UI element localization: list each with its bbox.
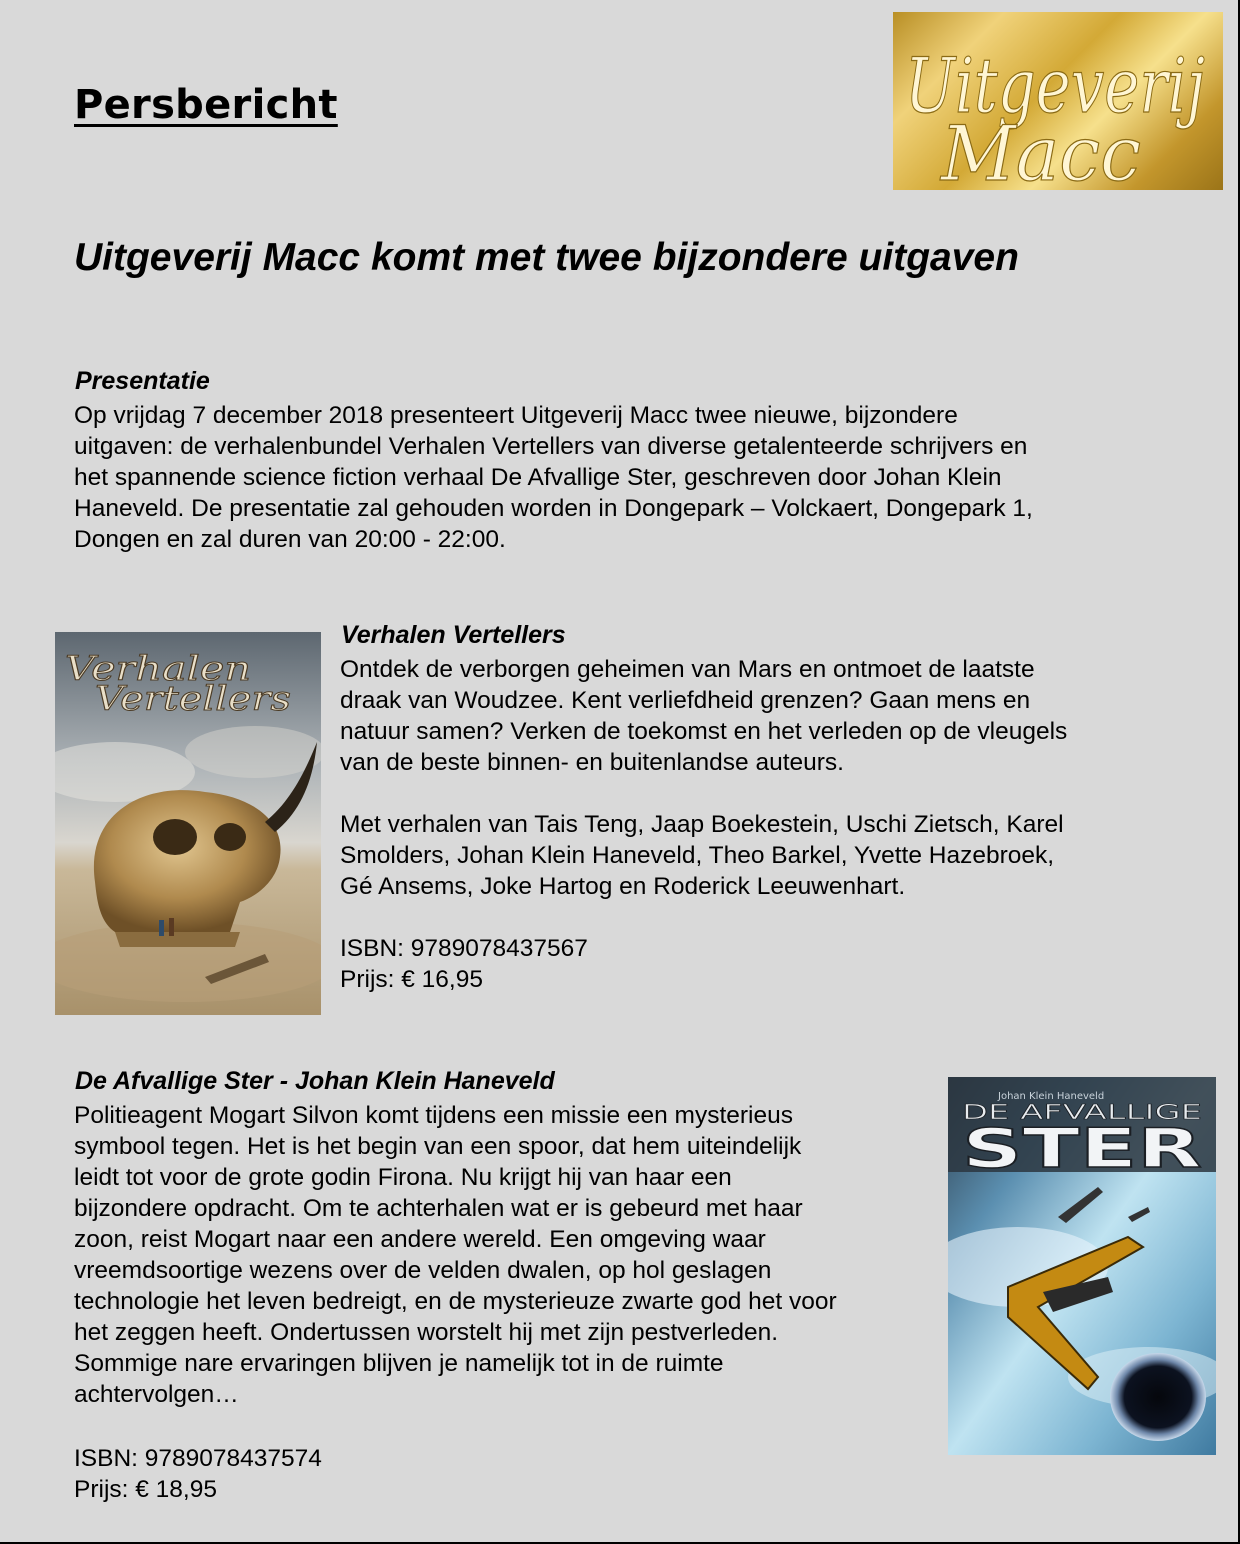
text-line: Politieagent Mogart Silvon komt tijdens een missie een mysterieus bbox=[74, 1102, 794, 1129]
text-line: zoon, reist Mogart naar een andere wereld. Een omgeving waar bbox=[74, 1226, 766, 1253]
cover-title-top: DE AFVALLIGE bbox=[962, 1100, 1202, 1124]
book2-title: De Afvallige Ster - Johan Klein Haneveld bbox=[75, 1067, 555, 1095]
cover-title-main: STER bbox=[962, 1117, 1202, 1180]
publisher-logo bbox=[893, 12, 1223, 190]
text-line: natuur samen? Verken de toekomst en het verleden op de vleugels bbox=[340, 718, 1068, 745]
book1-authors bbox=[340, 809, 1180, 902]
logo-line2: Macc bbox=[939, 109, 1141, 190]
text-line: achtervolgen… bbox=[74, 1381, 239, 1408]
text-line: Haneveld. De presentatie zal gehouden worden in Dongepark – Volckaert, Dongepark 1, bbox=[74, 495, 1033, 522]
text-line: Op vrijdag 7 december 2018 presenteert Uitgeverij Macc twee nieuwe, bijzondere bbox=[74, 402, 958, 429]
text-line: het zeggen heeft. Ondertussen worstelt hij met zijn pestverleden. bbox=[74, 1319, 779, 1346]
text-line: symbool tegen. Het is het begin van een spoor, dat hem uiteindelijk bbox=[74, 1133, 802, 1160]
headline: Uitgeverij Macc komt met twee bijzondere uitgaven bbox=[74, 236, 1019, 279]
book1-title: Verhalen Vertellers bbox=[341, 621, 566, 649]
text-line: Sommige nare ervaringen blijven je namelijk tot in de ruimte bbox=[74, 1350, 724, 1377]
text-line: uitgaven: de verhalenbundel Verhalen Vertellers van diverse getalenteerde schrijvers en bbox=[74, 433, 1028, 460]
cover-author: Johan Klein Haneveld bbox=[998, 1091, 1105, 1102]
presentatie-title: Presentatie bbox=[75, 367, 210, 395]
document-label: Persbericht bbox=[74, 82, 338, 128]
text-line: het spannende science fiction verhaal De Afvallige Ster, geschreven door Johan Klein bbox=[74, 464, 1002, 491]
verhalen-vertellers-cover bbox=[55, 632, 321, 1015]
book2-price: Prijs: € 18,95 bbox=[74, 1476, 217, 1503]
text-line: Met verhalen van Tais Teng, Jaap Boekestein, Uschi Zietsch, Karel bbox=[340, 811, 1064, 838]
presentatie-text bbox=[74, 400, 1184, 555]
text-line: technologie het leven bedreigt, en de mysterieuze zwarte god het voor bbox=[74, 1288, 837, 1315]
book1-description bbox=[340, 654, 1180, 778]
text-line: Ontdek de verborgen geheimen van Mars en ontmoet de laatste bbox=[340, 656, 1035, 683]
svg-text:Verhalen: Verhalen bbox=[65, 649, 251, 689]
book2-description bbox=[74, 1100, 934, 1410]
text-line: vreemdsoortige wezens over de velden dwalen, op hol geslagen bbox=[74, 1257, 772, 1284]
text-line: Gé Ansems, Joke Hartog en Roderick Leeuwenhart. bbox=[340, 873, 906, 900]
text-line: draak van Woudzee. Kent verliefdheid grenzen? Gaan mens en bbox=[340, 687, 1031, 714]
logo-line1: Uitgeverij bbox=[905, 41, 1205, 130]
text-line: van de beste binnen- en buitenlandse auteurs. bbox=[340, 749, 844, 776]
book2-isbn: ISBN: 9789078437574 bbox=[74, 1445, 322, 1472]
text-line: leidt tot voor de grote godin Firona. Nu krijgt hij van haar een bbox=[74, 1164, 732, 1191]
book1-price: Prijs: € 16,95 bbox=[340, 966, 483, 993]
book1-isbn: ISBN: 9789078437567 bbox=[340, 935, 588, 962]
text-line: Dongen en zal duren van 20:00 - 22:00. bbox=[74, 526, 506, 553]
text-line: Smolders, Johan Klein Haneveld, Theo Barkel, Yvette Hazebroek, bbox=[340, 842, 1055, 869]
svg-text:Vertellers: Vertellers bbox=[95, 679, 291, 719]
text-line: bijzondere opdracht. Om te achterhalen wat er is gebeurd met haar bbox=[74, 1195, 803, 1222]
de-afvallige-ster-cover bbox=[948, 1077, 1216, 1455]
